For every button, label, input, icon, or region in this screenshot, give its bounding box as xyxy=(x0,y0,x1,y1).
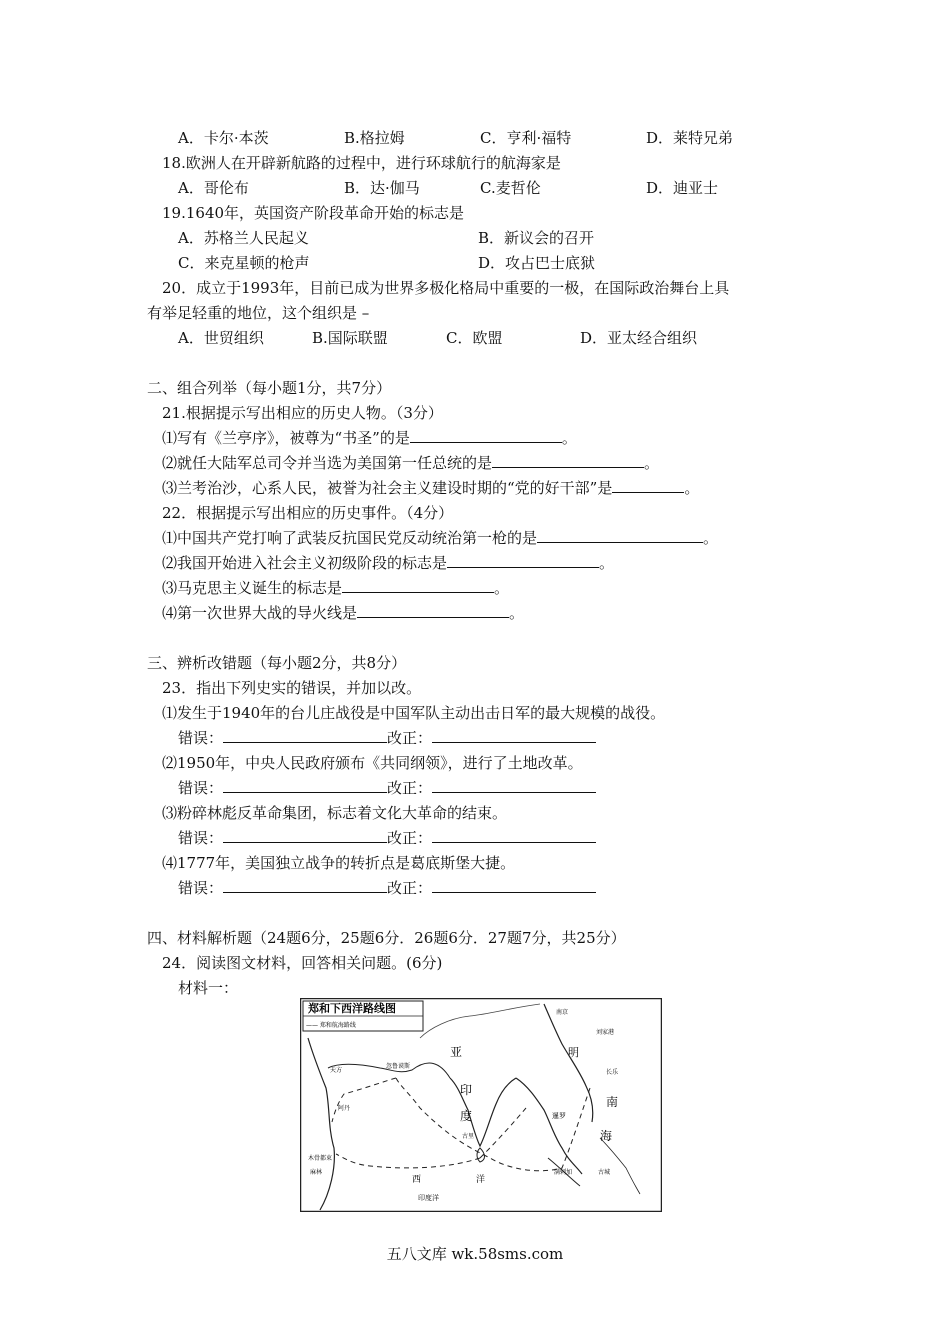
period: 。 xyxy=(509,604,525,622)
map-label: 长乐 xyxy=(606,1069,619,1076)
q19-stem: 19.1640年，英国资产阶段革命开始的标志是 xyxy=(162,204,465,222)
map-label: 古里 xyxy=(462,1133,475,1140)
q22-item-1 xyxy=(162,528,718,548)
q21-item-1 xyxy=(162,428,577,448)
fix-blank[interactable] xyxy=(432,778,596,793)
zheng-he-voyage-map xyxy=(300,998,662,1212)
error-label: 错误： xyxy=(178,879,224,897)
answer-blank[interactable] xyxy=(612,478,684,493)
fix-blank[interactable] xyxy=(432,828,596,843)
q19-option-d: D．攻占巴士底狱 xyxy=(478,254,596,272)
q21-1-text: ⑴写有《兰亭序》，被尊为“书圣”的是 xyxy=(162,429,410,447)
period: 。 xyxy=(703,529,719,547)
period: 。 xyxy=(599,554,615,572)
error-label: 错误： xyxy=(178,729,224,747)
q22-item-2 xyxy=(162,553,614,573)
q23-answer-2 xyxy=(178,778,596,798)
error-label: 错误： xyxy=(178,779,224,797)
q21-2-text: ⑵就任大陆军总司令并当选为美国第一任总统的是 xyxy=(162,454,493,472)
error-blank[interactable] xyxy=(223,778,387,793)
q18-option-b: B．达·伽马 xyxy=(344,179,420,197)
map-label: 满剌加 xyxy=(554,1169,573,1176)
period: 。 xyxy=(561,429,577,447)
error-blank[interactable] xyxy=(223,828,387,843)
q21-3-text: ⑶兰考治沙，心系人民，被誉为社会主义建设时期的“党的好干部”是 xyxy=(162,479,613,497)
map-label: 暹罗 xyxy=(552,1112,566,1120)
q17-option-d: D．莱特兄弟 xyxy=(646,129,734,147)
map-label: 海 xyxy=(600,1129,613,1143)
answer-blank[interactable] xyxy=(342,578,494,593)
map-label: 西 xyxy=(412,1175,422,1185)
material-1-label: 材料一： xyxy=(178,979,239,997)
map-label: 南京 xyxy=(556,1009,569,1016)
q22-1-text: ⑴中国共产党打响了武装反抗国民党反动统治第一枪的是 xyxy=(162,529,538,547)
q18-option-a: A．哥伦布 xyxy=(178,179,249,197)
fix-label: 改正： xyxy=(387,779,433,797)
map-legend: —— 郑和航海路线 xyxy=(306,1022,356,1029)
q20-stem-line2: 有举足轻重的地位，这个组织是 – xyxy=(147,304,370,322)
error-label: 错误： xyxy=(178,829,224,847)
section-4-title: 四、材料解析题（24题6分，25题6分．26题6分．27题7分，共25分） xyxy=(147,929,626,947)
q22-4-text: ⑷第一次世界大战的导火线是 xyxy=(162,604,358,622)
q23-answer-1 xyxy=(178,728,596,748)
map-label: 古城 xyxy=(598,1169,611,1176)
section-2-title: 二、组合列举（每小题1分，共7分） xyxy=(147,379,392,397)
fix-label: 改正： xyxy=(387,829,433,847)
map-label: 度 xyxy=(460,1109,473,1123)
q23-item-3: ⑶粉碎林彪反革命集团，标志着文化大革命的结束。 xyxy=(162,804,508,822)
map-label: 木骨都束 xyxy=(308,1155,333,1162)
q20-stem-line1: 20．成立于1993年，目前已成为世界多极化格局中重要的一极，在国际政治舞台上具 xyxy=(162,279,730,297)
q17-option-a: A．卡尔·本茨 xyxy=(178,129,269,147)
q22-item-3 xyxy=(162,578,509,598)
q20-option-a: A．世贸组织 xyxy=(178,329,264,347)
period: 。 xyxy=(684,479,700,497)
fix-label: 改正： xyxy=(387,729,433,747)
map-label: 天方 xyxy=(330,1067,343,1074)
q23-answer-3 xyxy=(178,828,596,848)
q19-option-b: B．新议会的召开 xyxy=(478,229,595,247)
map-label: 洋 xyxy=(476,1175,486,1185)
map-label: 亚 xyxy=(450,1045,463,1059)
q18-stem: 18.欧洲人在开辟新航路的过程中，进行环球航行的航海家是 xyxy=(162,154,561,172)
q20-option-d: D．亚太经合组织 xyxy=(580,329,698,347)
q17-option-c: C．亨利·福特 xyxy=(480,129,572,147)
map-label: 忽鲁谟斯 xyxy=(386,1063,411,1070)
q23-stem: 23．指出下列史实的错误，并加以改。 xyxy=(162,679,422,697)
q23-answer-4 xyxy=(178,878,596,898)
footer-watermark: 五八文库 wk.58sms.com xyxy=(386,1245,564,1263)
q22-item-4 xyxy=(162,603,524,623)
q22-3-text: ⑶马克思主义诞生的标志是 xyxy=(162,579,343,597)
answer-blank[interactable] xyxy=(410,428,562,443)
q20-option-b: B.国际联盟 xyxy=(312,329,388,347)
q19-option-a: A．苏格兰人民起义 xyxy=(178,229,309,247)
q23-item-2: ⑵1950年，中央人民政府颁布《共同纲领》，进行了土地改革。 xyxy=(162,754,583,772)
map-label: 南 xyxy=(606,1095,619,1109)
section-3-title: 三、辨析改错题（每小题2分，共8分） xyxy=(147,654,407,672)
q18-option-c: C.麦哲伦 xyxy=(480,179,541,197)
map-label: 阿丹 xyxy=(338,1105,351,1112)
map-label: 明 xyxy=(568,1046,579,1059)
q21-stem: 21.根据提示写出相应的历史人物。（3分） xyxy=(162,404,443,422)
answer-blank[interactable] xyxy=(537,528,703,543)
map-label: 刘家港 xyxy=(596,1029,615,1036)
fix-blank[interactable] xyxy=(432,728,596,743)
q21-item-3 xyxy=(162,478,699,498)
q21-item-2 xyxy=(162,453,659,473)
q24-stem: 24．阅读图文材料，回答相关问题。(6分) xyxy=(162,954,443,972)
fix-blank[interactable] xyxy=(432,878,596,893)
q22-stem: 22．根据提示写出相应的历史事件。（4分） xyxy=(162,504,454,522)
q17-option-b: B.格拉姆 xyxy=(344,129,405,147)
q18-option-d: D．迪亚士 xyxy=(646,179,719,197)
fix-label: 改正： xyxy=(387,879,433,897)
period: 。 xyxy=(494,579,510,597)
q20-option-c: C．欧盟 xyxy=(446,329,503,347)
map-title: 郑和下西洋路线图 xyxy=(308,1002,396,1015)
error-blank[interactable] xyxy=(223,728,387,743)
q23-item-4: ⑷1777年，美国独立战争的转折点是葛底斯堡大捷。 xyxy=(162,854,516,872)
q19-option-c: C．来克星顿的枪声 xyxy=(178,254,310,272)
q23-item-1: ⑴发生于1940年的台儿庄战役是中国军队主动出击日军的最大规模的战役。 xyxy=(162,704,666,722)
q22-2-text: ⑵我国开始进入社会主义初级阶段的标志是 xyxy=(162,554,448,572)
answer-blank[interactable] xyxy=(447,553,599,568)
map-label: 麻林 xyxy=(310,1169,323,1176)
answer-blank[interactable] xyxy=(357,603,509,618)
answer-blank[interactable] xyxy=(492,453,644,468)
period: 。 xyxy=(644,454,660,472)
map-label: 印 xyxy=(460,1083,473,1097)
error-blank[interactable] xyxy=(223,878,387,893)
map-label: 印度洋 xyxy=(418,1194,439,1202)
